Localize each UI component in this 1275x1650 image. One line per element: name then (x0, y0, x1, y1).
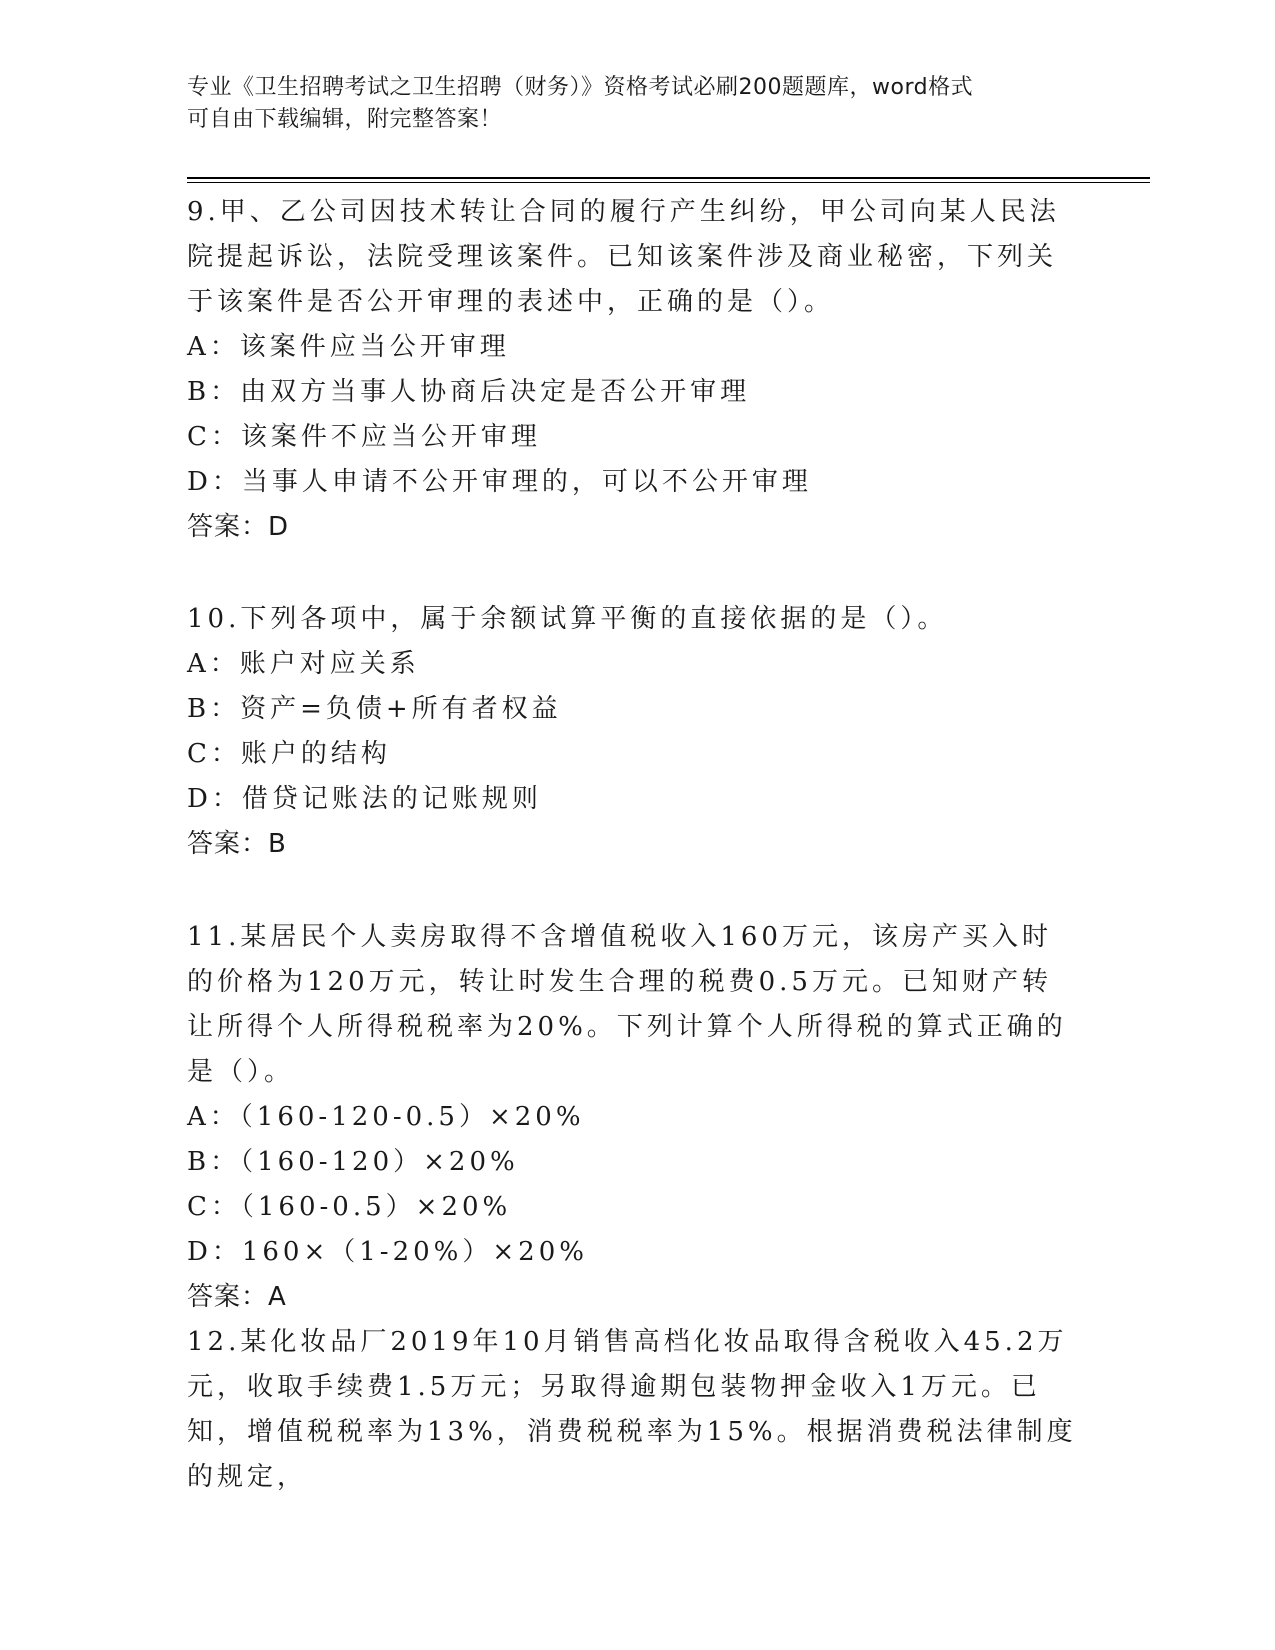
question-stem: 11.某居民个人卖房取得不含增值税收入160万元，该房产买入时的价格为120万元，转让时发生合理的税费0.5万元。已知财产转让所得个人所得税税率为20%。下列计算个人所得税的算式正确的是（）。 (187, 922, 1067, 1087)
question-10 (187, 597, 1077, 867)
header-line-1: 专业《卫生招聘考试之卫生招聘（财务）》资格考试必刷200题题库，word格式 (187, 75, 974, 100)
option-b: B：由双方当事人协商后决定是否公开审理 (187, 377, 751, 407)
header-divider-thick (187, 177, 1150, 179)
question-9 (187, 190, 1077, 550)
option-c: C：（160-0.5）×20% (187, 1192, 512, 1222)
question-stem: 10.下列各项中，属于余额试算平衡的直接依据的是（）。 (187, 604, 948, 634)
option-b: B：资产=负债+所有者权益 (187, 694, 562, 724)
option-b: B：（160-120）×20% (187, 1147, 519, 1177)
header-line-2: 可自由下载编辑，附完整答案！ (187, 107, 503, 132)
option-a: A：该案件应当公开审理 (187, 332, 510, 362)
option-a: A：账户对应关系 (187, 649, 420, 679)
header-divider-thin (187, 182, 1150, 183)
answer: 答案：B (187, 829, 287, 859)
option-a: A：（160-120-0.5）×20% (187, 1102, 585, 1132)
option-c: C：账户的结构 (187, 739, 391, 769)
question-12 (187, 1320, 1077, 1500)
question-11 (187, 915, 1077, 1320)
option-c: C：该案件不应当公开审理 (187, 422, 541, 452)
answer: 答案：A (187, 1282, 287, 1312)
option-d: D：借贷记账法的记账规则 (187, 784, 542, 814)
question-stem: 9.甲、乙公司因技术转让合同的履行产生纠纷，甲公司向某人民法院提起诉讼，法院受理该案件。已知该案件涉及商业秘密，下列关于该案件是否公开审理的表述中，正确的是（）。 (187, 197, 1060, 317)
document-header (187, 72, 1087, 136)
option-d: D：160×（1-20%）×20% (187, 1237, 588, 1267)
question-stem: 12.某化妆品厂2019年10月销售高档化妆品取得含税收入45.2万元，收取手续费1.5万元；另取得逾期包装物押金收入1万元。已知，增值税税率为13%，消费税税率为15%。根据消费税法律制度的规定， (187, 1327, 1077, 1492)
option-d: D：当事人申请不公开审理的，可以不公开审理 (187, 467, 812, 497)
answer: 答案：D (187, 512, 290, 542)
